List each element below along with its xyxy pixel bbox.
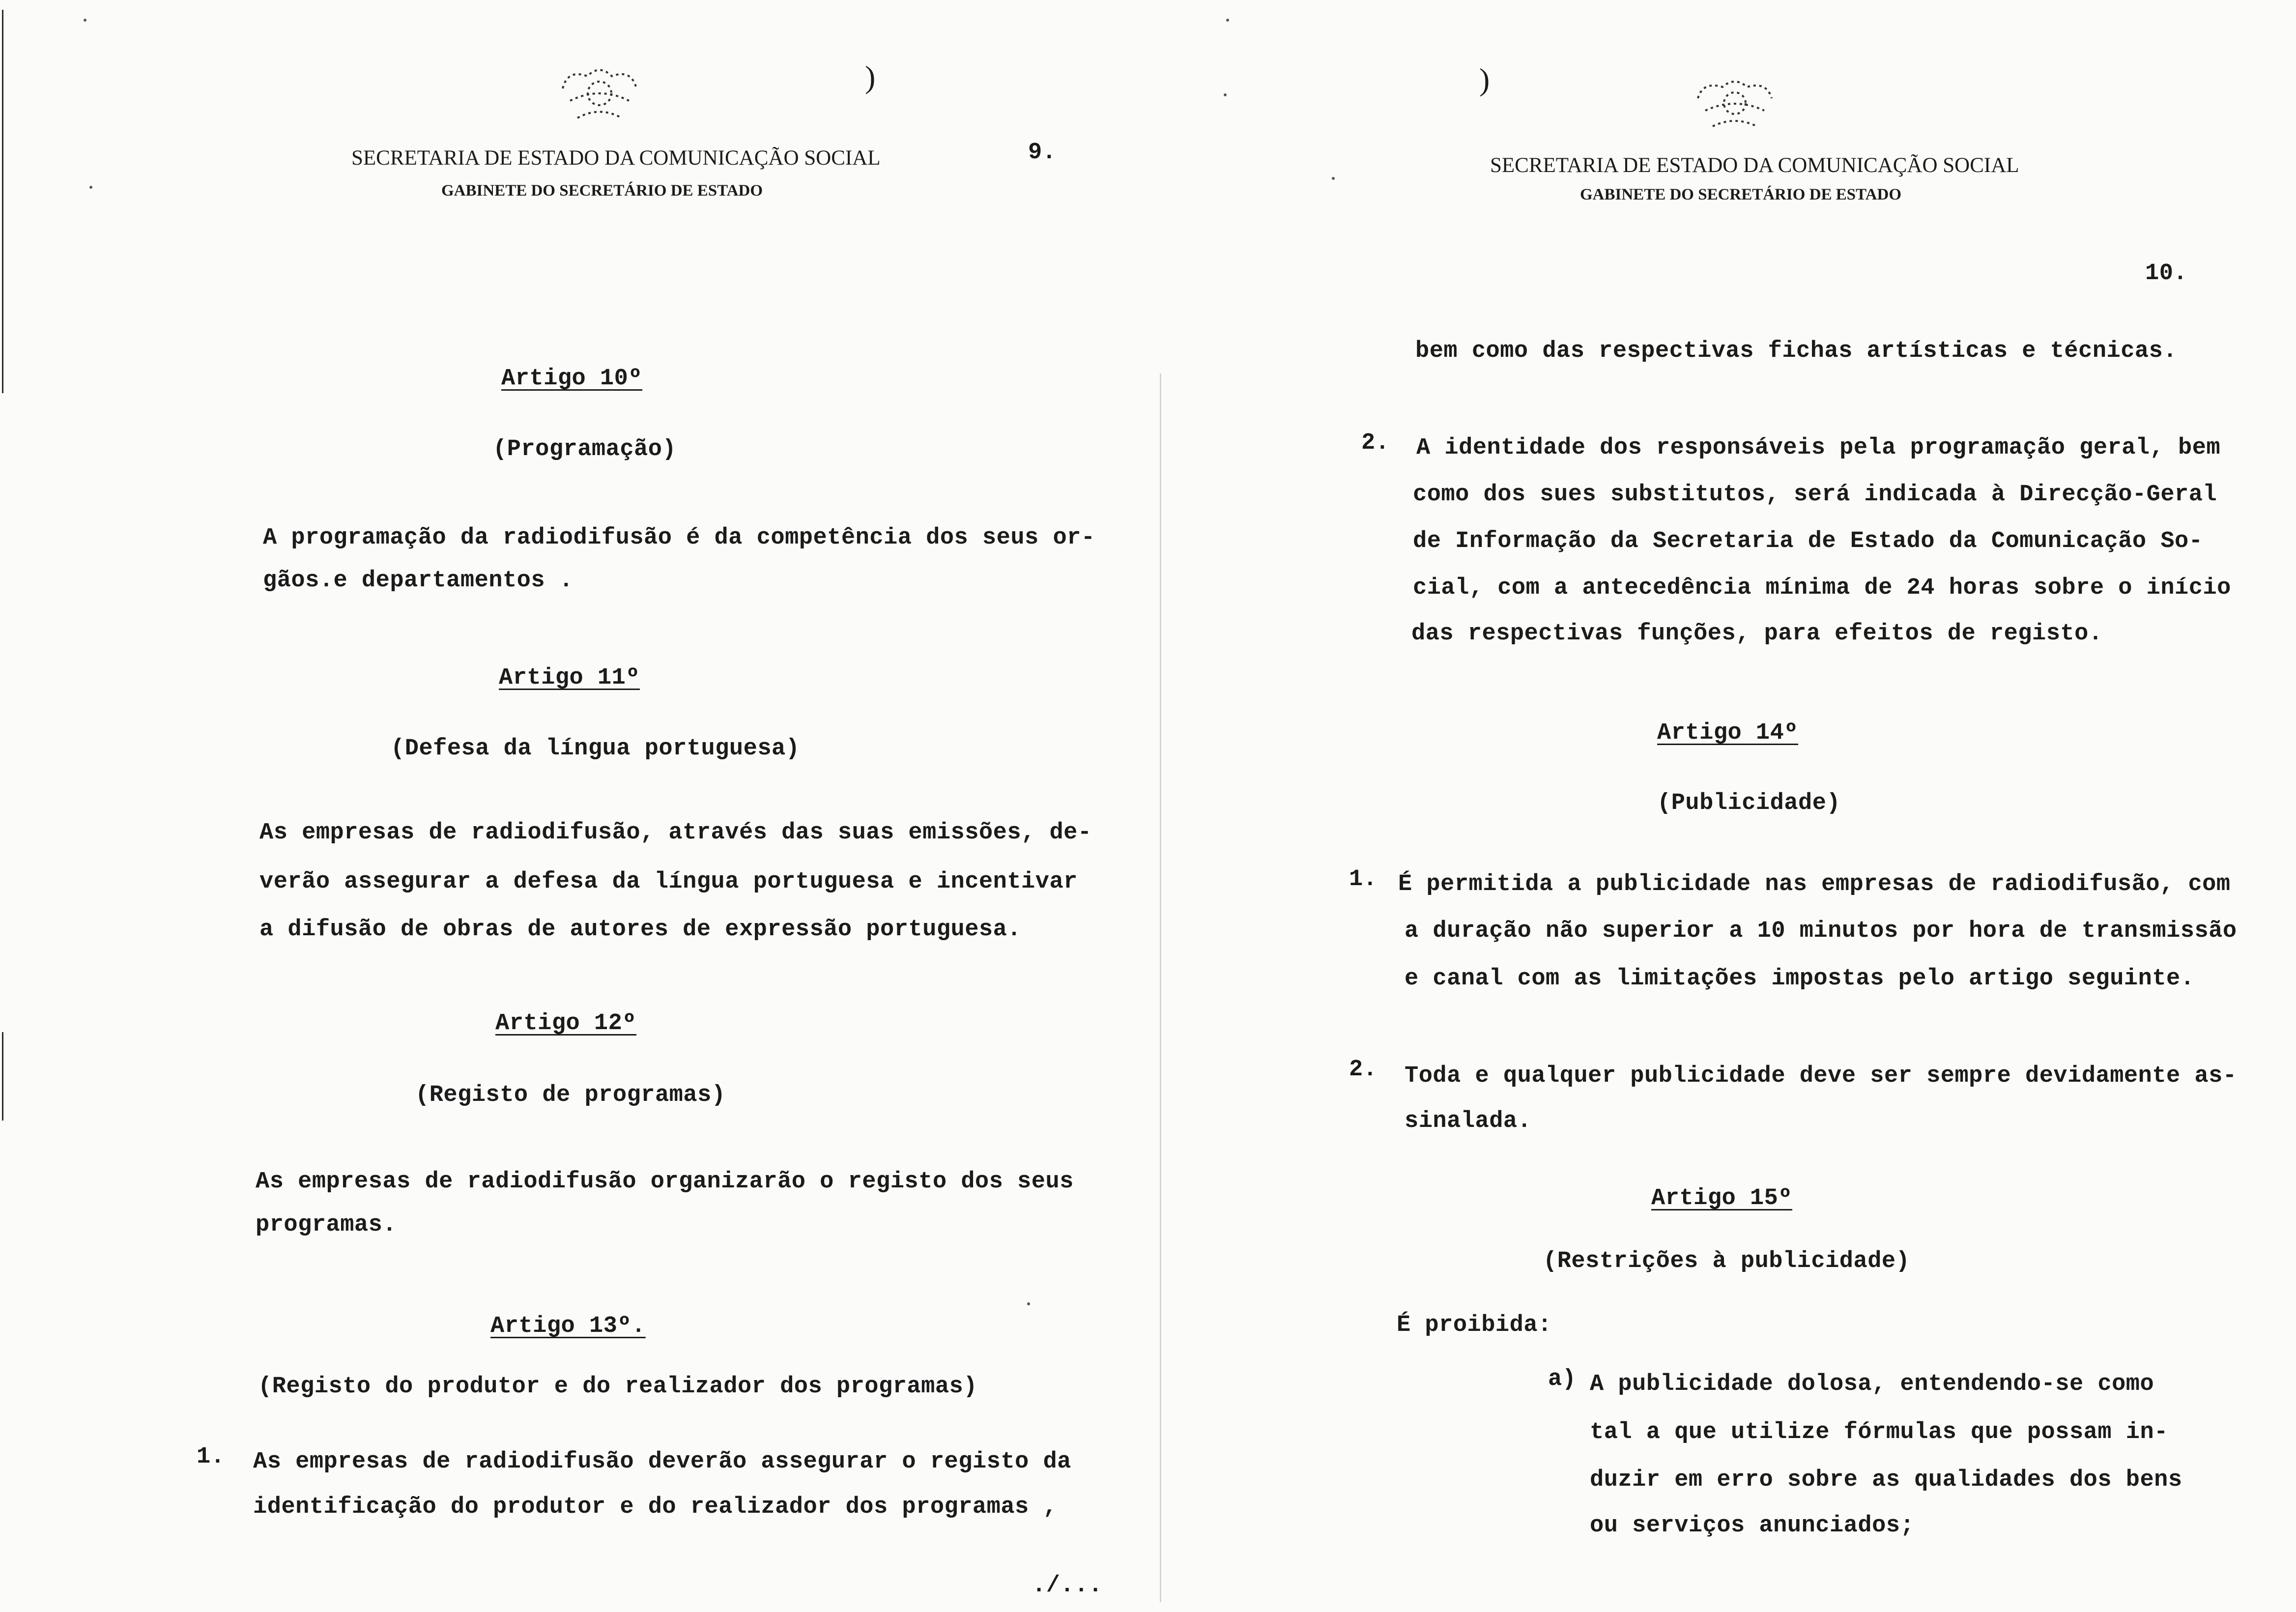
body-line: A programação da radiodifusão é da competência dos seus or- xyxy=(263,525,1095,551)
article-heading: Artigo 15º xyxy=(1651,1185,1793,1211)
continuation-mark: ./... xyxy=(1032,1573,1103,1599)
bracket: ) xyxy=(865,59,876,94)
body-line: As empresas de radiodifusão organizarão o registo dos seus xyxy=(256,1169,1074,1195)
body-line: identificação do produtor e do realizador dos programas , xyxy=(253,1494,1058,1520)
body-line: e canal com as limitações impostas pelo artigo seguinte. xyxy=(1405,966,2195,992)
page-number: 10. xyxy=(2145,260,2188,287)
body-line: bem como das respectivas fichas artísticas e técnicas. xyxy=(1415,338,2178,364)
body-line: a difusão de obras de autores de expressão portuguesa. xyxy=(259,917,1022,943)
item-number: 1. xyxy=(1349,866,1378,892)
body-line: das respectivas funções, para efeitos de registo. xyxy=(1411,621,2103,647)
body-line: programas. xyxy=(256,1212,397,1238)
article-title: (Registo do produtor e do realizador dos programas) xyxy=(258,1374,977,1400)
article-heading: Artigo 13º. xyxy=(490,1313,646,1339)
body-line: de Informação da Secretaria de Estado da Comunicação So- xyxy=(1413,528,2203,554)
right-page xyxy=(1160,0,2296,1612)
body-line: Toda e qualquer publicidade deve ser sempre devidamente as- xyxy=(1405,1063,2237,1089)
body-line: A identidade dos responsáveis pela programação geral, bem xyxy=(1416,435,2221,461)
item-number: 2. xyxy=(1349,1057,1378,1083)
article-heading: Artigo 10º xyxy=(501,366,643,392)
page-number: 9. xyxy=(1028,140,1057,166)
body-line: As empresas de radiodifusão, através das suas emissões, de- xyxy=(259,820,1092,846)
article-title: (Defesa da língua portuguesa) xyxy=(391,736,800,762)
bracket: ) xyxy=(1479,62,1490,97)
crest-icon xyxy=(1683,71,1786,135)
body-line: duzir em erro sobre as qualidades dos bens xyxy=(1590,1467,2182,1493)
article-heading: Artigo 12º xyxy=(495,1010,637,1036)
article-title: (Registo de programas) xyxy=(415,1082,726,1108)
article-heading: Artigo 14º xyxy=(1657,720,1799,746)
article-heading: Artigo 11º xyxy=(499,665,640,691)
body-line: É proibida: xyxy=(1397,1312,1552,1338)
body-line: como dos sues substitutos, será indicada à Direcção-Geral xyxy=(1413,482,2217,508)
body-line: ou serviços anunciados; xyxy=(1590,1513,1915,1539)
article-title: (Restrições à publicidade) xyxy=(1543,1248,1910,1274)
body-line: sinalada. xyxy=(1405,1108,1532,1134)
body-line: verão assegurar a defesa da língua portuguesa e incentivar xyxy=(259,869,1078,895)
header-org: SECRETARIA DE ESTADO DA COMUNICAÇÃO SOCIAL xyxy=(1490,154,2019,177)
header-sub: GABINETE DO SECRETÁRIO DE ESTADO xyxy=(441,182,763,200)
header-org: SECRETARIA DE ESTADO DA COMUNICAÇÃO SOCIAL xyxy=(351,146,881,170)
article-title: (Publicidade) xyxy=(1657,790,1841,816)
body-line: gãos.e departamentos . xyxy=(263,568,574,594)
body-line: As empresas de radiodifusão deverão assegurar o registo da xyxy=(253,1449,1071,1475)
item-label: a) xyxy=(1548,1366,1577,1392)
header-sub: GABINETE DO SECRETÁRIO DE ESTADO xyxy=(1580,186,1902,203)
body-line: É permitida a publicidade nas empresas de radiodifusão, com xyxy=(1398,871,2231,897)
body-line: cial, com a antecedência mínima de 24 horas sobre o início xyxy=(1413,575,2231,601)
article-title: (Programação) xyxy=(493,436,677,462)
item-number: 1. xyxy=(197,1444,225,1470)
body-line: a duração não superior a 10 minutos por hora de transmissão xyxy=(1405,918,2237,944)
body-line: A publicidade dolosa, entendendo-se como xyxy=(1590,1371,2154,1397)
crest-icon xyxy=(548,59,651,128)
body-line: tal a que utilize fórmulas que possam in- xyxy=(1590,1419,2168,1445)
item-number: 2. xyxy=(1361,430,1390,456)
